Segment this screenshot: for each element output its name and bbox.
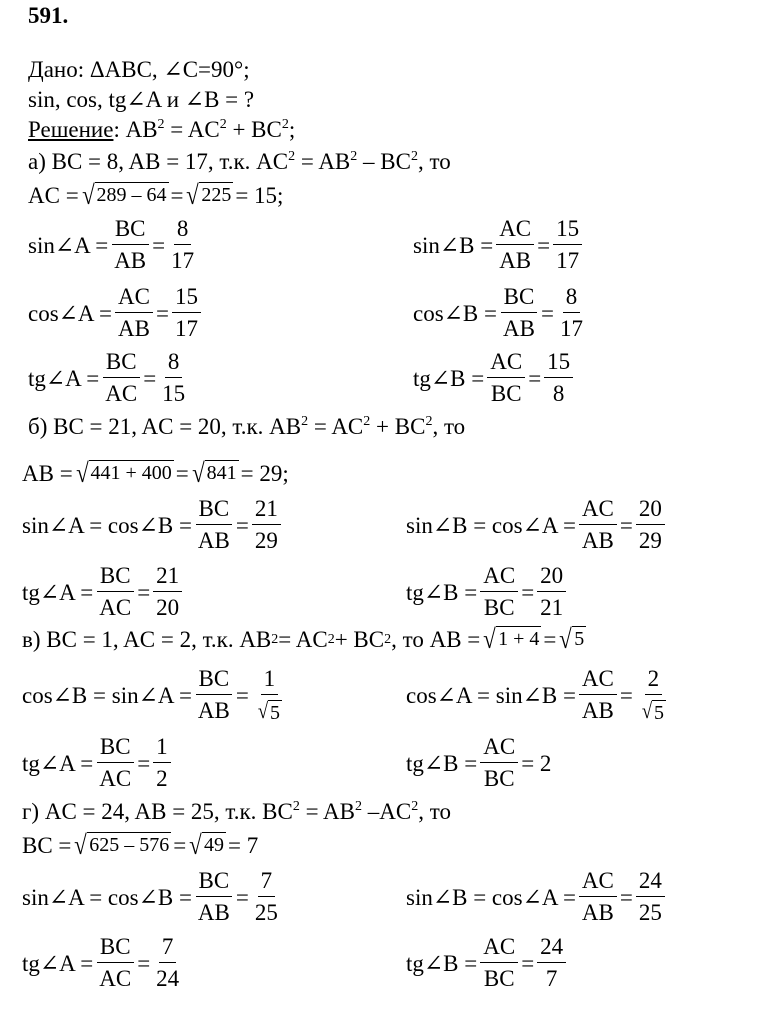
- part-v-cosA-sinB: cos∠A = sin∠B = $\frac{AC}{AB}$ = 2 √ 5: [406, 666, 674, 725]
- fraction: $\frac{AC}{AB}$: [496, 216, 534, 275]
- sqrt-expression: √ 225: [186, 180, 232, 210]
- part-v-tgA: tg∠A = $\frac{BC}{AC}$ = $\frac{1}{2}$: [22, 734, 174, 793]
- fraction: $\frac{BC}{AB}$: [111, 216, 149, 275]
- fraction: $\frac{AC}{BC}$: [487, 349, 525, 408]
- sqrt-expression: √ 841: [191, 458, 237, 488]
- fraction: $\frac{24}{25}$: [636, 868, 665, 927]
- fraction: $\frac{BC}{AB}$: [195, 496, 233, 555]
- part-a-condition: а) BC = 8, AB = 17, т.к. $AC^2 = AB^2 - BC^2$, то: [28, 149, 451, 174]
- fraction: $\frac{15}{17}$: [172, 284, 201, 343]
- fraction: $\frac{1}{2}$: [153, 734, 171, 793]
- solution-line: Решение: $AB^2 = AC^2 + BC^2$;: [28, 117, 296, 142]
- part-v-tgB: tg∠B = $\frac{AC}{BC}$ = 2: [406, 734, 552, 792]
- part-g-condition: г) AC = 24, AB = 25, т.к. $BC^2 = AB^2$ $-AC^2$, то: [22, 799, 451, 824]
- fraction: $\frac{21}{29}$: [252, 496, 281, 555]
- fraction: $\frac{24}{7}$: [537, 934, 566, 993]
- sqrt-expression: √ 49: [189, 830, 225, 860]
- fraction: $\frac{AC}{AB}$: [579, 496, 617, 555]
- fraction: 1 √ 5: [257, 666, 280, 725]
- fraction: $\frac{AC}{BC}$: [480, 563, 518, 622]
- fraction: $\frac{20}{21}$: [537, 563, 566, 622]
- fraction: $\frac{BC}{AC}$: [96, 734, 134, 793]
- part-b-condition: б) BC = 21, AC = 20, т.к. $AB^2 = AC^2 + BC^2$, то: [28, 414, 466, 439]
- sqrt-expression: √ 441 + 400: [75, 458, 172, 488]
- part-a-sinA: sin∠A = $\frac{BC}{AB}$ = $\frac{8}{17}$: [28, 216, 200, 275]
- part-b-tgA: tg∠A = $\frac{BC}{AC}$ = $\frac{21}{20}$: [22, 563, 185, 622]
- part-a-cosB: cos∠B = $\frac{BC}{AB}$ = $\frac{8}{17}$: [413, 284, 589, 343]
- fraction: $\frac{AC}{AB}$: [579, 666, 617, 725]
- part-a-tgA: tg∠A = $\frac{BC}{AC}$ = $\frac{8}{15}$: [28, 349, 191, 408]
- fraction: $\frac{AC}{AB}$: [579, 868, 617, 927]
- part-b-sinA-cosB: sin∠A = cos∠B = $\frac{BC}{AB}$ = $\frac{21}{29}$: [22, 496, 284, 555]
- fraction: $\frac{8}{17}$: [559, 284, 583, 342]
- part-v-cosB-sinA: cos∠B = sin∠A = $\frac{BC}{AB}$ = 1 √ 5: [22, 666, 290, 725]
- fraction: $\frac{7}{25}$: [254, 868, 278, 926]
- fraction: $\frac{BC}{AB}$: [195, 868, 233, 927]
- fraction: $\frac{8}{15}$: [162, 349, 186, 407]
- fraction: 2 √ 5: [641, 666, 664, 725]
- sqrt-expression: √ 289 – 64: [81, 180, 167, 210]
- part-a-cosA: cos∠A = $\frac{AC}{AB}$ = $\frac{15}{17}$: [28, 284, 204, 343]
- sqrt-expression: √ 5: [559, 624, 585, 654]
- solution-label: Решение: [28, 117, 114, 142]
- part-g-tgA: tg∠A = $\frac{BC}{AC}$ = $\frac{7}{24}$: [22, 934, 185, 993]
- given-line-1: Дано: ΔABC, ∠C=90°;: [28, 57, 250, 82]
- part-b-sinB-cosA: sin∠B = cos∠A = $\frac{AC}{AB}$ = $\frac{20}{29}$: [406, 496, 668, 555]
- part-g-tgB: tg∠B = $\frac{AC}{BC}$ = $\frac{24}{7}$: [406, 934, 569, 993]
- fraction: $\frac{BC}{AB}$: [500, 284, 538, 343]
- fraction: $\frac{BC}{AC}$: [96, 563, 134, 622]
- part-a-tgB: tg∠B = $\frac{AC}{BC}$ = $\frac{15}{8}$: [413, 349, 576, 408]
- part-b-ab-calc: AB = √ 441 + 400 = √ 841 = 29;: [22, 458, 289, 488]
- fraction: $\frac{7}{24}$: [156, 934, 180, 992]
- fraction: $\frac{AC}{BC}$: [480, 934, 518, 993]
- sqrt-expression: √ 625 – 576: [74, 830, 170, 860]
- fraction: $\frac{8}{17}$: [171, 216, 195, 274]
- given-line-2: sin, cos, tg∠A и ∠B = ?: [28, 87, 255, 112]
- fraction: $\frac{21}{20}$: [153, 563, 182, 622]
- part-g-sinA-cosB: sin∠A = cos∠B = $\frac{BC}{AB}$ = $\frac{7}{25}$: [22, 868, 284, 927]
- part-b-tgB: tg∠B = $\frac{AC}{BC}$ = $\frac{20}{21}$: [406, 563, 569, 622]
- part-g-bc-calc: BC = √ 625 – 576 = √ 49 = 7: [22, 830, 259, 860]
- fraction: $\frac{AC}{BC}$: [480, 734, 518, 793]
- fraction: $\frac{AC}{AB}$: [115, 284, 153, 343]
- fraction: $\frac{15}{17}$: [553, 216, 582, 275]
- part-v-condition: в) BC = 1, AC = 2, т.к. AB 2 = AC 2 + BC 2 , то AB = √ 1 + 4 = √ 5: [22, 624, 585, 654]
- part-g-sinB-cosA: sin∠B = cos∠A = $\frac{AC}{AB}$ = $\frac{24}{25}$: [406, 868, 668, 927]
- fraction: $\frac{BC}{AC}$: [102, 349, 140, 408]
- fraction: $\frac{BC}{AB}$: [195, 666, 233, 725]
- part-a-sinB: sin∠B = $\frac{AC}{AB}$ = $\frac{15}{17}$: [413, 216, 585, 275]
- problem-number: 591.: [28, 3, 69, 28]
- fraction: $\frac{BC}{AC}$: [96, 934, 134, 993]
- sqrt-expression: √ 1 + 4: [483, 624, 540, 654]
- part-a-ac-calc: AC = √ 289 – 64 = √ 225 = 15;: [28, 180, 284, 210]
- fraction: $\frac{15}{8}$: [544, 349, 573, 408]
- fraction: $\frac{20}{29}$: [636, 496, 665, 555]
